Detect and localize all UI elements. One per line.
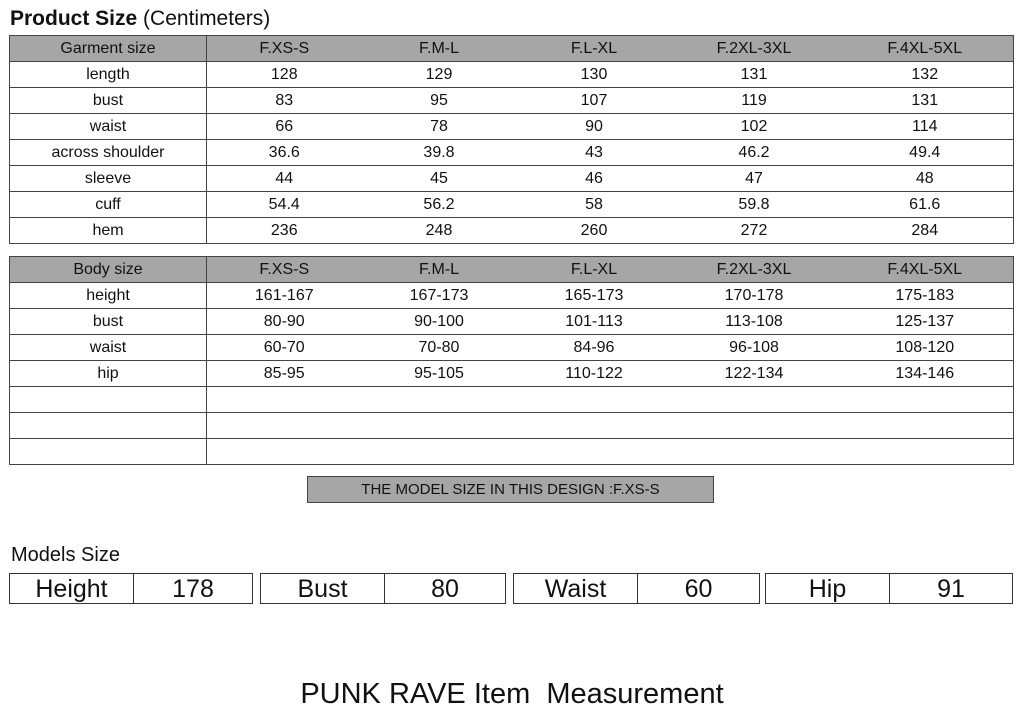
table-header-label: Garment size xyxy=(10,36,207,62)
model-height-box xyxy=(9,573,253,604)
row-label: hip xyxy=(10,361,207,387)
model-value: 178 xyxy=(172,575,214,603)
table-cell: 129 xyxy=(362,62,517,88)
table-header-row xyxy=(10,257,1014,283)
table-cell: 83 xyxy=(207,88,362,114)
table-cell: 80-90 xyxy=(207,309,362,335)
model-hip-box xyxy=(765,573,1013,604)
row-label: bust xyxy=(10,88,207,114)
footer-caption: PUNK RAVE Item Measurement xyxy=(300,678,724,710)
table-cell: 108-120 xyxy=(837,335,1014,361)
model-size-note: THE MODEL SIZE IN THIS DESIGN :F.XS-S xyxy=(307,476,714,503)
table-cell: 58 xyxy=(517,192,672,218)
row-label: length xyxy=(10,62,207,88)
size-column-header: F.M-L xyxy=(362,257,517,283)
table-cell: 110-122 xyxy=(517,361,672,387)
table-cell: 39.8 xyxy=(362,140,517,166)
table-row xyxy=(10,114,1014,140)
table-cell: 284 xyxy=(837,218,1014,244)
table-cell: 54.4 xyxy=(207,192,362,218)
size-column-header: F.2XL-3XL xyxy=(672,257,837,283)
table-cell: 102 xyxy=(672,114,837,140)
size-column-header: F.XS-S xyxy=(207,257,362,283)
title-main: Product Size xyxy=(10,7,138,30)
table-cell: 36.6 xyxy=(207,140,362,166)
model-value: 60 xyxy=(684,575,713,603)
table-cell: 43 xyxy=(517,140,672,166)
table-cell: 132 xyxy=(837,62,1014,88)
table-cell: 175-183 xyxy=(837,283,1014,309)
table-cell: 46 xyxy=(517,166,672,192)
size-column-header: F.2XL-3XL xyxy=(672,36,837,62)
size-column-header: F.M-L xyxy=(362,36,517,62)
table-row xyxy=(10,283,1014,309)
table-cell: 260 xyxy=(517,218,672,244)
empty-row xyxy=(10,387,1014,413)
row-label: waist xyxy=(10,114,207,140)
table-cell: 165-173 xyxy=(517,283,672,309)
table-row xyxy=(10,361,1014,387)
page-title xyxy=(10,6,270,32)
empty-label-cell xyxy=(10,439,207,465)
table-cell: 61.6 xyxy=(837,192,1014,218)
row-label: across shoulder xyxy=(10,140,207,166)
table-cell: 46.2 xyxy=(672,140,837,166)
empty-value-cell xyxy=(207,413,1014,439)
row-label: cuff xyxy=(10,192,207,218)
table-cell: 161-167 xyxy=(207,283,362,309)
table-header-label: Body size xyxy=(10,257,207,283)
table-cell: 130 xyxy=(517,62,672,88)
model-value: 80 xyxy=(431,575,459,603)
model-bust-box xyxy=(260,573,506,604)
row-label: sleeve xyxy=(10,166,207,192)
size-column-header: F.XS-S xyxy=(207,36,362,62)
table-cell: 122-134 xyxy=(672,361,837,387)
table-row xyxy=(10,88,1014,114)
table-cell: 95 xyxy=(362,88,517,114)
table-cell: 84-96 xyxy=(517,335,672,361)
table-row xyxy=(10,166,1014,192)
row-label: waist xyxy=(10,335,207,361)
row-label: hem xyxy=(10,218,207,244)
model-waist-box xyxy=(513,573,760,604)
empty-row xyxy=(10,439,1014,465)
table-cell: 45 xyxy=(362,166,517,192)
table-row xyxy=(10,140,1014,166)
table-cell: 48 xyxy=(837,166,1014,192)
table-cell: 101-113 xyxy=(517,309,672,335)
table-cell: 167-173 xyxy=(362,283,517,309)
table-cell: 107 xyxy=(517,88,672,114)
table-cell: 44 xyxy=(207,166,362,192)
size-column-header: F.4XL-5XL xyxy=(837,257,1014,283)
table-cell: 248 xyxy=(362,218,517,244)
table-row xyxy=(10,192,1014,218)
table-row xyxy=(10,62,1014,88)
table-header-row xyxy=(10,36,1014,62)
table-cell: 78 xyxy=(362,114,517,140)
table-cell: 272 xyxy=(672,218,837,244)
table-cell: 56.2 xyxy=(362,192,517,218)
title-unit: (Centimeters) xyxy=(143,7,271,30)
table-cell: 47 xyxy=(672,166,837,192)
empty-row xyxy=(10,413,1014,439)
table-cell: 131 xyxy=(837,88,1014,114)
empty-label-cell xyxy=(10,413,207,439)
table-row xyxy=(10,218,1014,244)
empty-label-cell xyxy=(10,387,207,413)
size-column-header: F.L-XL xyxy=(517,36,672,62)
size-column-header: F.4XL-5XL xyxy=(837,36,1014,62)
table-cell: 119 xyxy=(672,88,837,114)
model-value: 91 xyxy=(937,575,965,603)
table-cell: 90 xyxy=(517,114,672,140)
empty-value-cell xyxy=(207,387,1014,413)
table-cell: 90-100 xyxy=(362,309,517,335)
empty-value-cell xyxy=(207,439,1014,465)
model-key: Waist xyxy=(514,574,638,603)
table-cell: 66 xyxy=(207,114,362,140)
body-size-table xyxy=(9,256,1014,465)
table-cell: 59.8 xyxy=(672,192,837,218)
table-cell: 128 xyxy=(207,62,362,88)
table-cell: 131 xyxy=(672,62,837,88)
model-key: Height xyxy=(10,574,134,603)
table-cell: 134-146 xyxy=(837,361,1014,387)
table-cell: 170-178 xyxy=(672,283,837,309)
table-cell: 114 xyxy=(837,114,1014,140)
table-cell: 49.4 xyxy=(837,140,1014,166)
model-key: Bust xyxy=(261,574,385,603)
table-cell: 95-105 xyxy=(362,361,517,387)
table-cell: 113-108 xyxy=(672,309,837,335)
row-label: bust xyxy=(10,309,207,335)
table-row xyxy=(10,335,1014,361)
model-key: Hip xyxy=(766,574,890,603)
size-column-header: F.L-XL xyxy=(517,257,672,283)
table-cell: 60-70 xyxy=(207,335,362,361)
models-size-title: Models Size xyxy=(11,544,120,566)
table-cell: 236 xyxy=(207,218,362,244)
garment-size-table xyxy=(9,35,1014,244)
table-cell: 70-80 xyxy=(362,335,517,361)
row-label: height xyxy=(10,283,207,309)
table-row xyxy=(10,309,1014,335)
table-cell: 96-108 xyxy=(672,335,837,361)
table-cell: 125-137 xyxy=(837,309,1014,335)
table-cell: 85-95 xyxy=(207,361,362,387)
